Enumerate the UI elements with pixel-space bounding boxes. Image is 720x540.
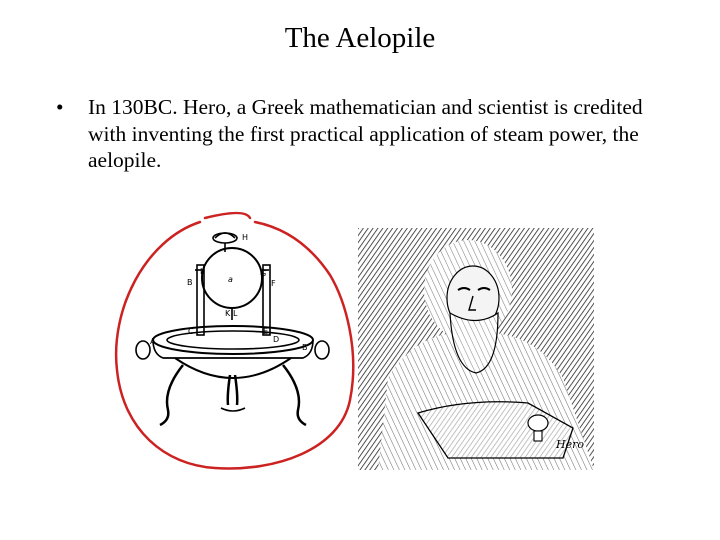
diagram-label: G (260, 269, 267, 278)
diagram-label: A (150, 337, 156, 346)
diagram-label: L (233, 309, 238, 318)
diagram-label: B (187, 278, 193, 287)
diagram-label: C (188, 327, 194, 336)
portrait-handwriting: Hero (556, 438, 584, 451)
diagram-label: K (225, 309, 231, 318)
aeolipile-diagram-image (105, 200, 360, 475)
diagram-label: D (273, 335, 280, 344)
diagram-label: a (228, 275, 233, 284)
diagram-label: I (200, 267, 203, 276)
slide-title: The Aelopile (284, 22, 436, 54)
bullet-text: In 130BC. Hero, a Greek mathematician and scientist is credited with inventing the first practical application of steam power, the aelopile. (88, 95, 643, 172)
diagram-label: B (302, 343, 308, 352)
bullet-marker: • (56, 95, 64, 119)
bullet-list (56, 94, 676, 174)
hero-portrait-image (358, 228, 594, 470)
diagram-label: E (263, 327, 269, 336)
bullet-item (56, 94, 676, 174)
diagram-label: H (242, 233, 249, 242)
diagram-label: F (271, 279, 276, 288)
